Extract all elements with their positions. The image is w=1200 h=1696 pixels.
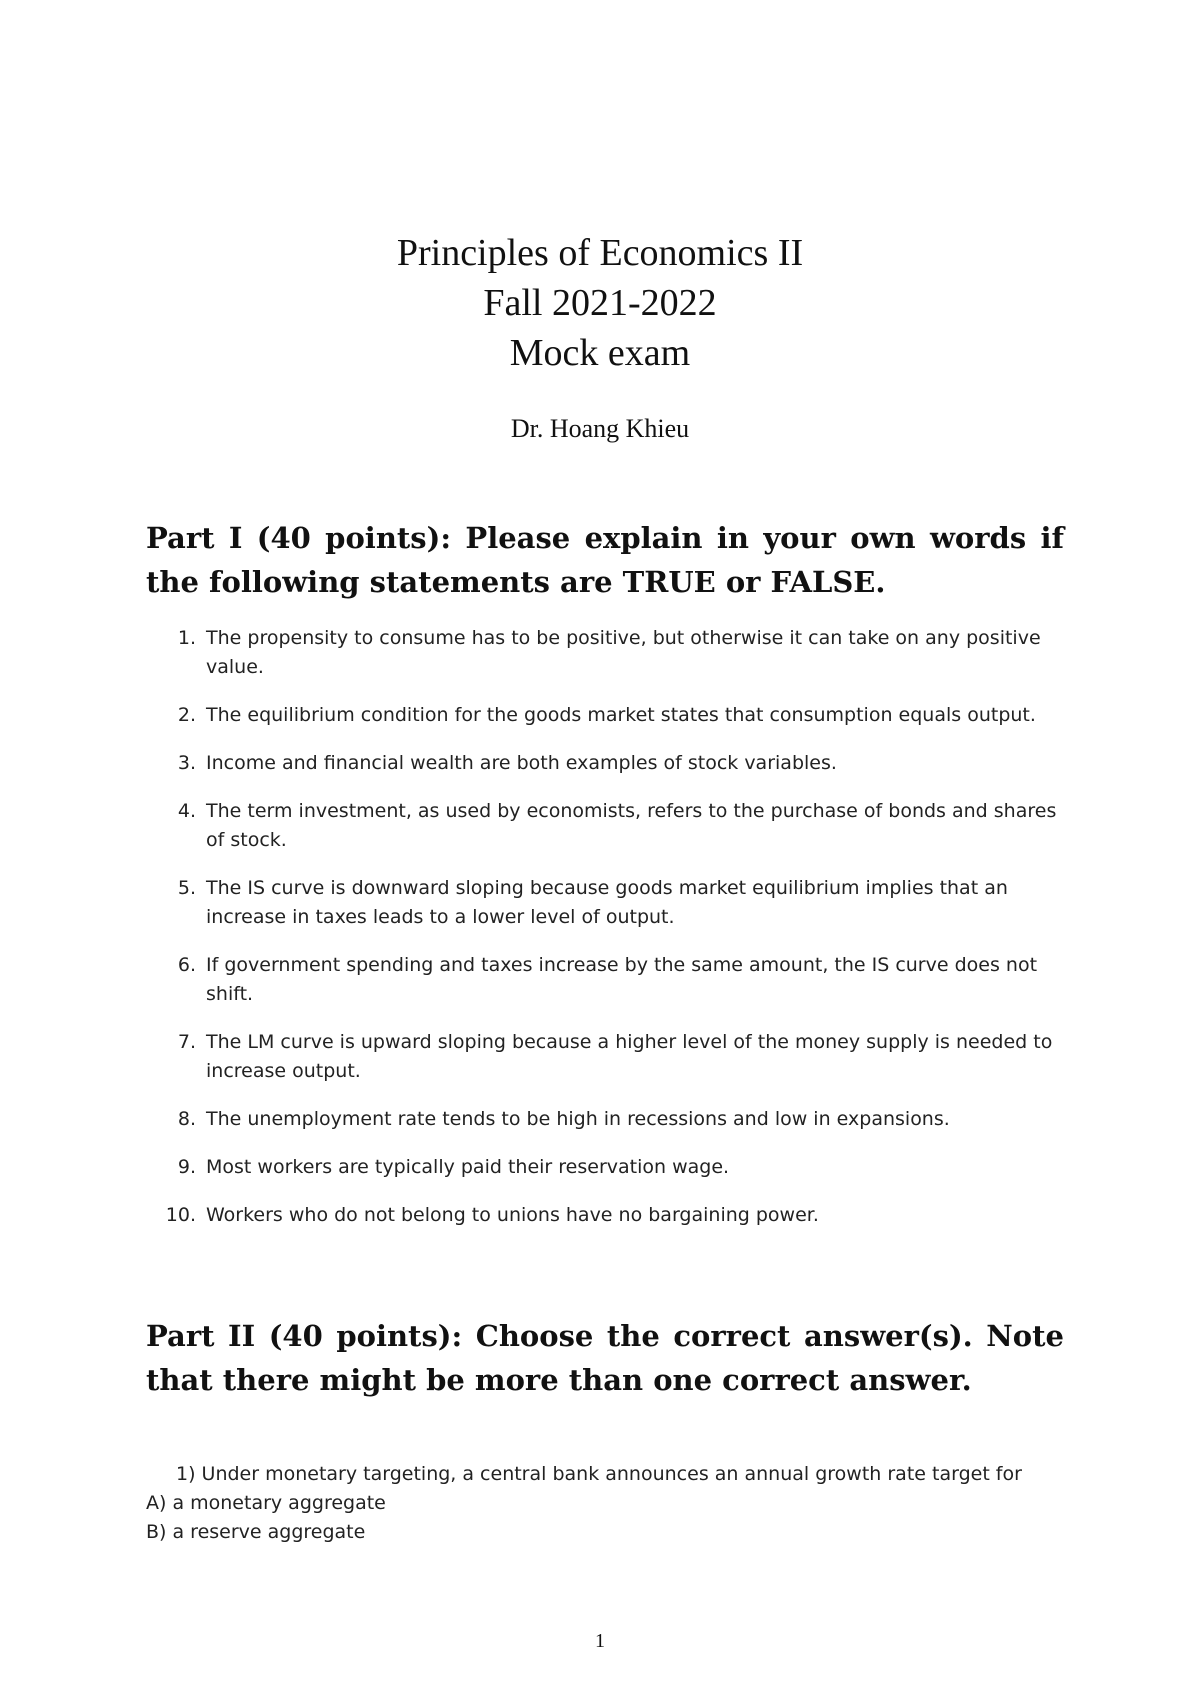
list-item: [146, 701, 1064, 730]
item-number: 5.: [177, 877, 196, 899]
item-number: 1.: [177, 627, 196, 649]
item-number: 3.: [177, 752, 196, 774]
true-false-list: [146, 624, 1064, 1249]
item-text: The LM curve is upward sloping because a higher level of the money supply is needed to increase output.: [206, 1031, 1053, 1082]
item-number: 9.: [177, 1156, 196, 1178]
question-text: 1) Under monetary targeting, a central bank announces an annual growth rate target for: [176, 1463, 1022, 1485]
item-text: The IS curve is downward sloping because goods market equilibrium implies that an increase in taxes leads to a lower level of output.: [206, 877, 1008, 928]
list-item: [146, 1105, 1064, 1134]
item-text: Most workers are typically paid their reservation wage.: [206, 1156, 730, 1178]
item-text: If government spending and taxes increase by the same amount, the IS curve does not shift.: [206, 954, 1038, 1005]
item-text: The equilibrium condition for the goods market states that consumption equals output.: [206, 704, 1036, 726]
option-b: B) a reserve aggregate: [146, 1521, 366, 1543]
item-text: The unemployment rate tends to be high in recessions and low in expansions.: [206, 1108, 950, 1130]
list-item: [146, 624, 1064, 682]
term: Fall 2021-2022: [483, 282, 717, 324]
item-number: 2.: [177, 704, 196, 726]
multiple-choice-question: [146, 1460, 1064, 1547]
part2-heading: Part II (40 points): Choose the correct answer(s). Note that there might be more than one correct answer.: [146, 1319, 1064, 1397]
list-item: [146, 1153, 1064, 1182]
option-a: A) a monetary aggregate: [146, 1492, 386, 1514]
list-item: [146, 797, 1064, 855]
item-number: 8.: [177, 1108, 196, 1130]
page-number: 1: [595, 1630, 605, 1652]
title-block: [0, 228, 1200, 444]
item-number: 10.: [165, 1204, 196, 1226]
item-text: Workers who do not belong to unions have no bargaining power.: [206, 1204, 819, 1226]
author: Dr. Hoang Khieu: [510, 414, 690, 443]
list-item: [146, 749, 1064, 778]
item-text: Income and financial wealth are both examples of stock variables.: [206, 752, 837, 774]
item-number: 6.: [177, 954, 196, 976]
list-item: [146, 1201, 1064, 1230]
list-item: [146, 1028, 1064, 1086]
item-number: 4.: [177, 800, 196, 822]
exam-type: Mock exam: [509, 332, 691, 374]
list-item: [146, 951, 1064, 1009]
part1-heading: Part I (40 points): Please explain in your own words if the following statements are TRUE or FALSE.: [146, 521, 1064, 599]
item-number: 7.: [177, 1031, 196, 1053]
item-text: The propensity to consume has to be positive, but otherwise it can take on any positive value.: [206, 627, 1041, 678]
course-title: Principles of Economics II: [396, 232, 804, 274]
list-item: [146, 874, 1064, 932]
item-text: The term investment, as used by economists, refers to the purchase of bonds and shares of stock.: [206, 800, 1057, 851]
